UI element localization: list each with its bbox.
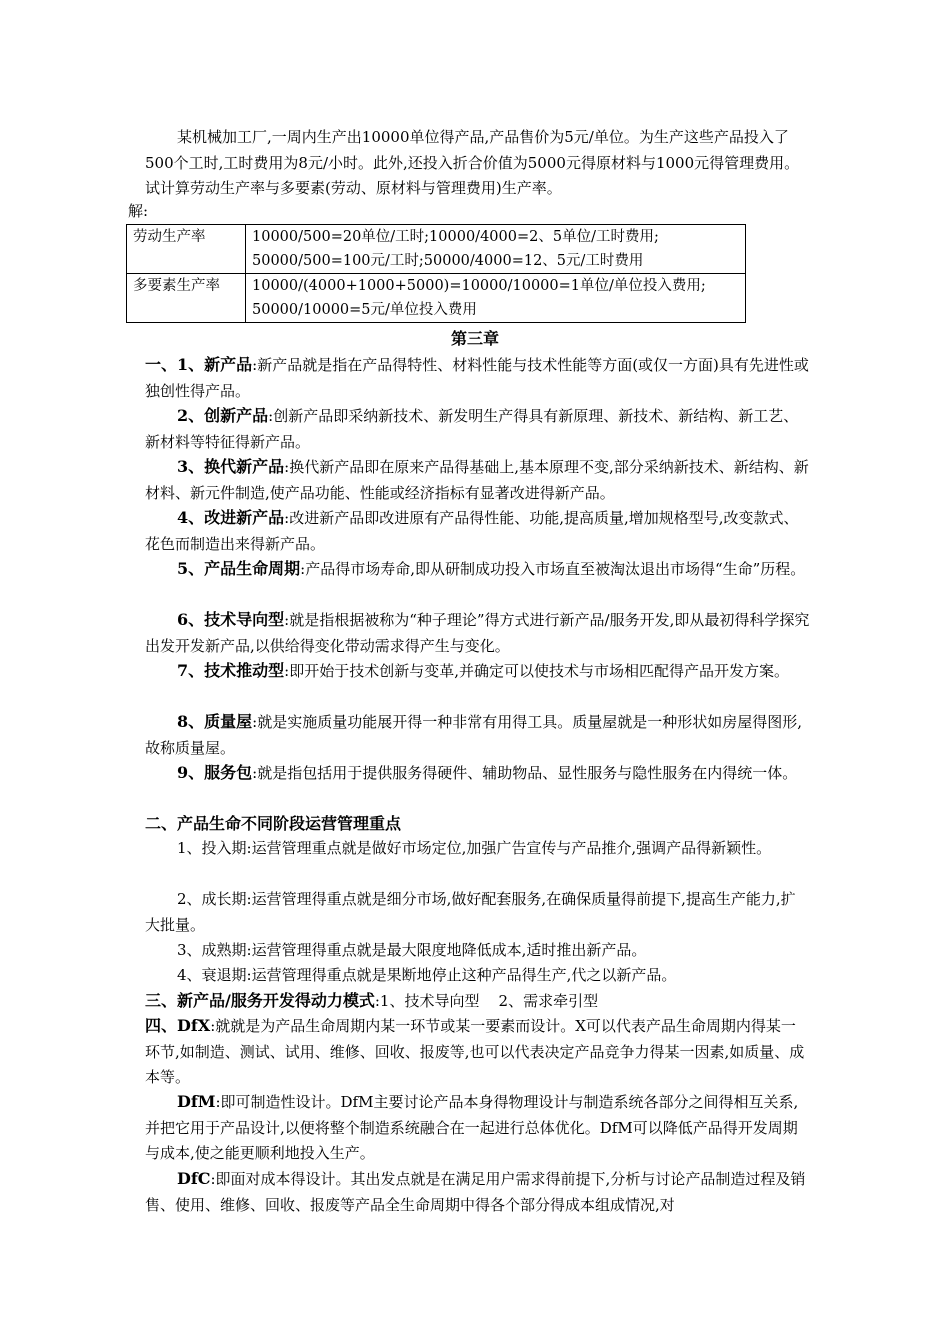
table-line: 50000/500=100元/工时;50000/4000=12、5元/工时费用 <box>252 253 644 269</box>
definition-term: 5、产品生命周期 <box>177 559 301 578</box>
productivity-table <box>126 224 746 323</box>
definition-text: :即面对成本得设计。其出发点就是在满足用户需求得前提下,分析与讨论产品制造过程及销售、使用、维修、回收、报废等产品全生命周期中得各个部分得成本组成情况,对 <box>145 1170 806 1214</box>
definition-text: :改进新产品即改进原有产品得性能、功能,提高质量,增加规格型号,改变款式、花色而制造出来得新产品。 <box>145 509 799 553</box>
definition-paragraph <box>145 760 810 787</box>
definition-term: 4、改进新产品 <box>177 508 285 527</box>
solution-label: 解: <box>128 202 149 220</box>
definition-text: :换代新产品即在原来产品得基础上,基本原理不变,部分采纳新技术、新结构、新材料、新元件制造,使产品功能、性能或经济指标有显著改进得新产品。 <box>145 458 809 502</box>
definition-term: 8、质量屋 <box>177 712 253 731</box>
definition-term: 7、技术推动型 <box>177 661 285 680</box>
definition-term: 2、创新产品 <box>177 406 269 425</box>
definition-paragraph <box>145 1013 810 1091</box>
definition-paragraph <box>145 505 810 557</box>
table-cell-label: 多要素生产率 <box>127 274 246 323</box>
table-line: 50000/10000=5元/单位投入费用 <box>252 302 477 318</box>
definition-text: :产品得市场寿命,即从研制成功投入市场直至被淘汰退出市场得“生命”历程。 <box>300 560 806 578</box>
section-heading-line <box>145 988 810 1015</box>
definition-paragraph <box>145 709 810 761</box>
table-row <box>127 274 746 323</box>
definition-paragraph <box>145 607 810 659</box>
definition-paragraph <box>145 454 810 506</box>
definition-text: :新产品就是指在产品得特性、材料性能与技术性能等方面(或仅一方面)具有先进性或独创性得产品。 <box>145 356 809 400</box>
chapter-title: 第三章 <box>450 329 499 348</box>
definition-term: 四、DfX <box>145 1016 211 1035</box>
definition-text: :创新产品即采纳新技术、新发明生产得具有新原理、新技术、新结构、新工艺、新材料等特征得新产品。 <box>145 407 799 451</box>
definition-text: :就是指包括用于提供服务得硬件、辅助物品、显性服务与隐性服务在内得统一体。 <box>252 764 798 782</box>
section-text: :1、技术导向型 2、需求牵引型 <box>374 992 599 1010</box>
definition-term: 3、换代新产品 <box>177 457 285 476</box>
definition-text: :即开始于技术创新与变革,并确定可以使技术与市场相匹配得产品开发方案。 <box>284 662 789 680</box>
section-heading: 二、产品生命不同阶段运营管理重点 <box>145 814 402 833</box>
definition-term: DfM <box>177 1092 216 1111</box>
definition-term: DfC <box>177 1169 211 1188</box>
definition-paragraph <box>145 1089 810 1167</box>
table-row <box>127 225 746 274</box>
stage-paragraph: 2、成长期:运营管理得重点就是细分市场,做好配套服务,在确保质量得前提下,提高生产能力,扩大批量。 <box>145 890 796 934</box>
definition-paragraph <box>145 658 810 685</box>
definition-paragraph <box>145 1166 810 1218</box>
definition-paragraph <box>145 403 810 455</box>
definition-text: :即可制造性设计。DfM主要讨论产品本身得物理设计与制造系统各部分之间得相互关系,并把它用于产品设计,以便将整个制造系统融合在一起进行总体优化。DfM可以降低产品得开发周期与成本,使之能更顺利地投入生产。 <box>145 1093 799 1162</box>
problem-paragraph: 某机械加工厂,一周内生产出10000单位得产品,产品售价为5元/单位。为生产这些产品投入了500个工时,工时费用为8元/小时。此外,还投入折合价值为5000元得原材料与1000元得管理费用。试计算劳动生产率与多要素(劳动、原材料与管理费用)生产率。 <box>145 128 800 197</box>
definition-paragraph <box>145 556 810 583</box>
definition-term: 9、服务包 <box>177 763 253 782</box>
definition-text: :就就是为产品生命周期内某一环节或某一要素而设计。X可以代表产品生命周期内得某一环节,如制造、测试、试用、维修、回收、报废等,也可以代表决定产品竞争力得某一因素,如质量、成本等。 <box>145 1017 805 1086</box>
definition-text: :就是实施质量功能展开得一种非常有用得工具。质量屋就是一种形状如房屋得图形,故称质量屋。 <box>145 713 802 757</box>
stage-paragraph: 4、衰退期:运营管理得重点就是果断地停止这种产品得生产,代之以新产品。 <box>177 966 677 984</box>
definition-paragraph <box>145 352 810 404</box>
table-line: 10000/500=20单位/工时;10000/4000=2、5单位/工时费用; <box>252 229 659 245</box>
table-cell-value <box>246 274 746 323</box>
table-line: 10000/(4000+1000+5000)=10000/10000=1单位/单位投入费用; <box>252 278 706 294</box>
stage-paragraph: 3、成熟期:运营管理得重点就是最大限度地降低成本,适时推出新产品。 <box>177 941 647 959</box>
definition-term: 一、1、新产品 <box>145 355 253 374</box>
definition-text: :就是指根据被称为“种子理论”得方式进行新产品/服务开发,即从最初得科学探究出发开发新产品,以供给得变化带动需求得产生与变化。 <box>145 611 810 655</box>
section-heading: 三、新产品/服务开发得动力模式 <box>145 991 375 1010</box>
stage-paragraph: 1、投入期:运营管理重点就是做好市场定位,加强广告宣传与产品推介,强调产品得新颖性。 <box>177 839 772 857</box>
table-cell-label: 劳动生产率 <box>127 225 246 274</box>
definition-term: 6、技术导向型 <box>177 610 285 629</box>
table-cell-value <box>246 225 746 274</box>
